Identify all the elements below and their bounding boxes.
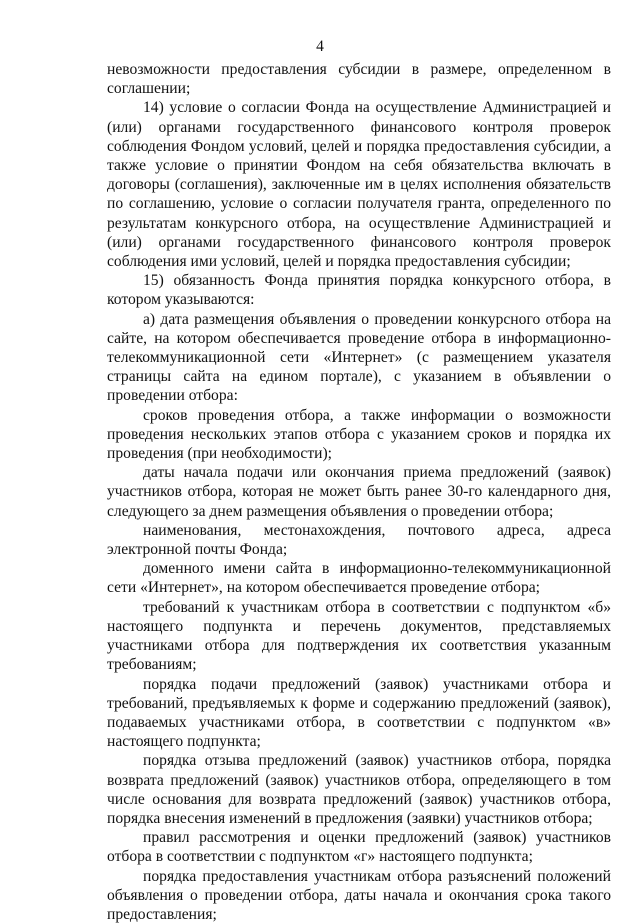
paragraph: порядка отзыва предложений (заявок) участников отбора, порядка возврата предложений (заявок) участников отбора, определяющего в том числе основания для возврата предложений (заявок) участников отбора, порядка внесения изменений в предложения (заявки) участников отбора; [107, 752, 611, 827]
paragraph: правил рассмотрения и оценки предложений (заявок) участников отбора в соответствии с подпунктом «г» настоящего подпункта; [107, 829, 611, 866]
paragraph: а) дата размещения объявления о проведении конкурсного отбора на сайте, на котором обеспечивается проведение отбора в информационно-телекоммуникационной сети «Интернет» (с размещением указателя страницы сайта на едином портале), с указанием в объявлении о проведении отбора: [107, 310, 611, 405]
document-body [107, 60, 611, 924]
page-number: 4 [316, 38, 324, 55]
paragraph: доменного имени сайта в информационно-телекоммуникационной сети «Интернет», на котором обеспечивается проведение отбора; [107, 560, 611, 597]
paragraph: 15) обязанность Фонда принятия порядка конкурсного отбора, в котором указываются: [107, 272, 611, 309]
paragraph: порядка подачи предложений (заявок) участниками отбора и требований, предъявляемых к форме и содержанию предложений (заявок), подаваемых участниками отбора, в соответствии с подпунктом «в» настоящего подпункта; [107, 675, 611, 751]
paragraph: требований к участникам отбора в соответствии с подпунктом «б» настоящего подпункта и перечень документов, представляемых участниками отбора для подтверждения их соответствия указанным требованиям; [107, 598, 611, 674]
paragraph: сроков проведения отбора, а также информации о возможности проведения нескольких этапов отбора с указанием сроков и порядка их проведения (при необходимости); [107, 406, 611, 463]
paragraph: невозможности предоставления субсидии в размере, определенном в соглашении; [107, 61, 611, 98]
paragraph: порядка предоставления участникам отбора разъяснений положений объявления о проведении отбора, даты начала и окончания срока такого предоставления; [107, 867, 611, 923]
paragraph: 14) условие о согласии Фонда на осуществление Администрацией и (или) органами государственного финансового контроля проверок соблюдения Фондом условий, целей и порядка предоставления субсидии, а также условие о принятии Фондом на себя обязательства включать в договоры (соглашения), заключенные им в целях исполнения обязательств по соглашению, условие о согласии получателя гранта, определенного по результатам конкурсного отбора, на осуществление Администрацией и (или) органами государственного финансового контроля проверок соблюдения ими условий, целей и порядка предоставления субсидии; [107, 99, 611, 271]
paragraph: наименования, местонахождения, почтового адреса, адреса электронной почты Фонда; [107, 521, 611, 559]
paragraph: даты начала подачи или окончания приема предложений (заявок) участников отбора, которая не может быть ранее 30-го календарного дня, следующего за днем размещения объявления о проведении отбора; [107, 464, 611, 520]
